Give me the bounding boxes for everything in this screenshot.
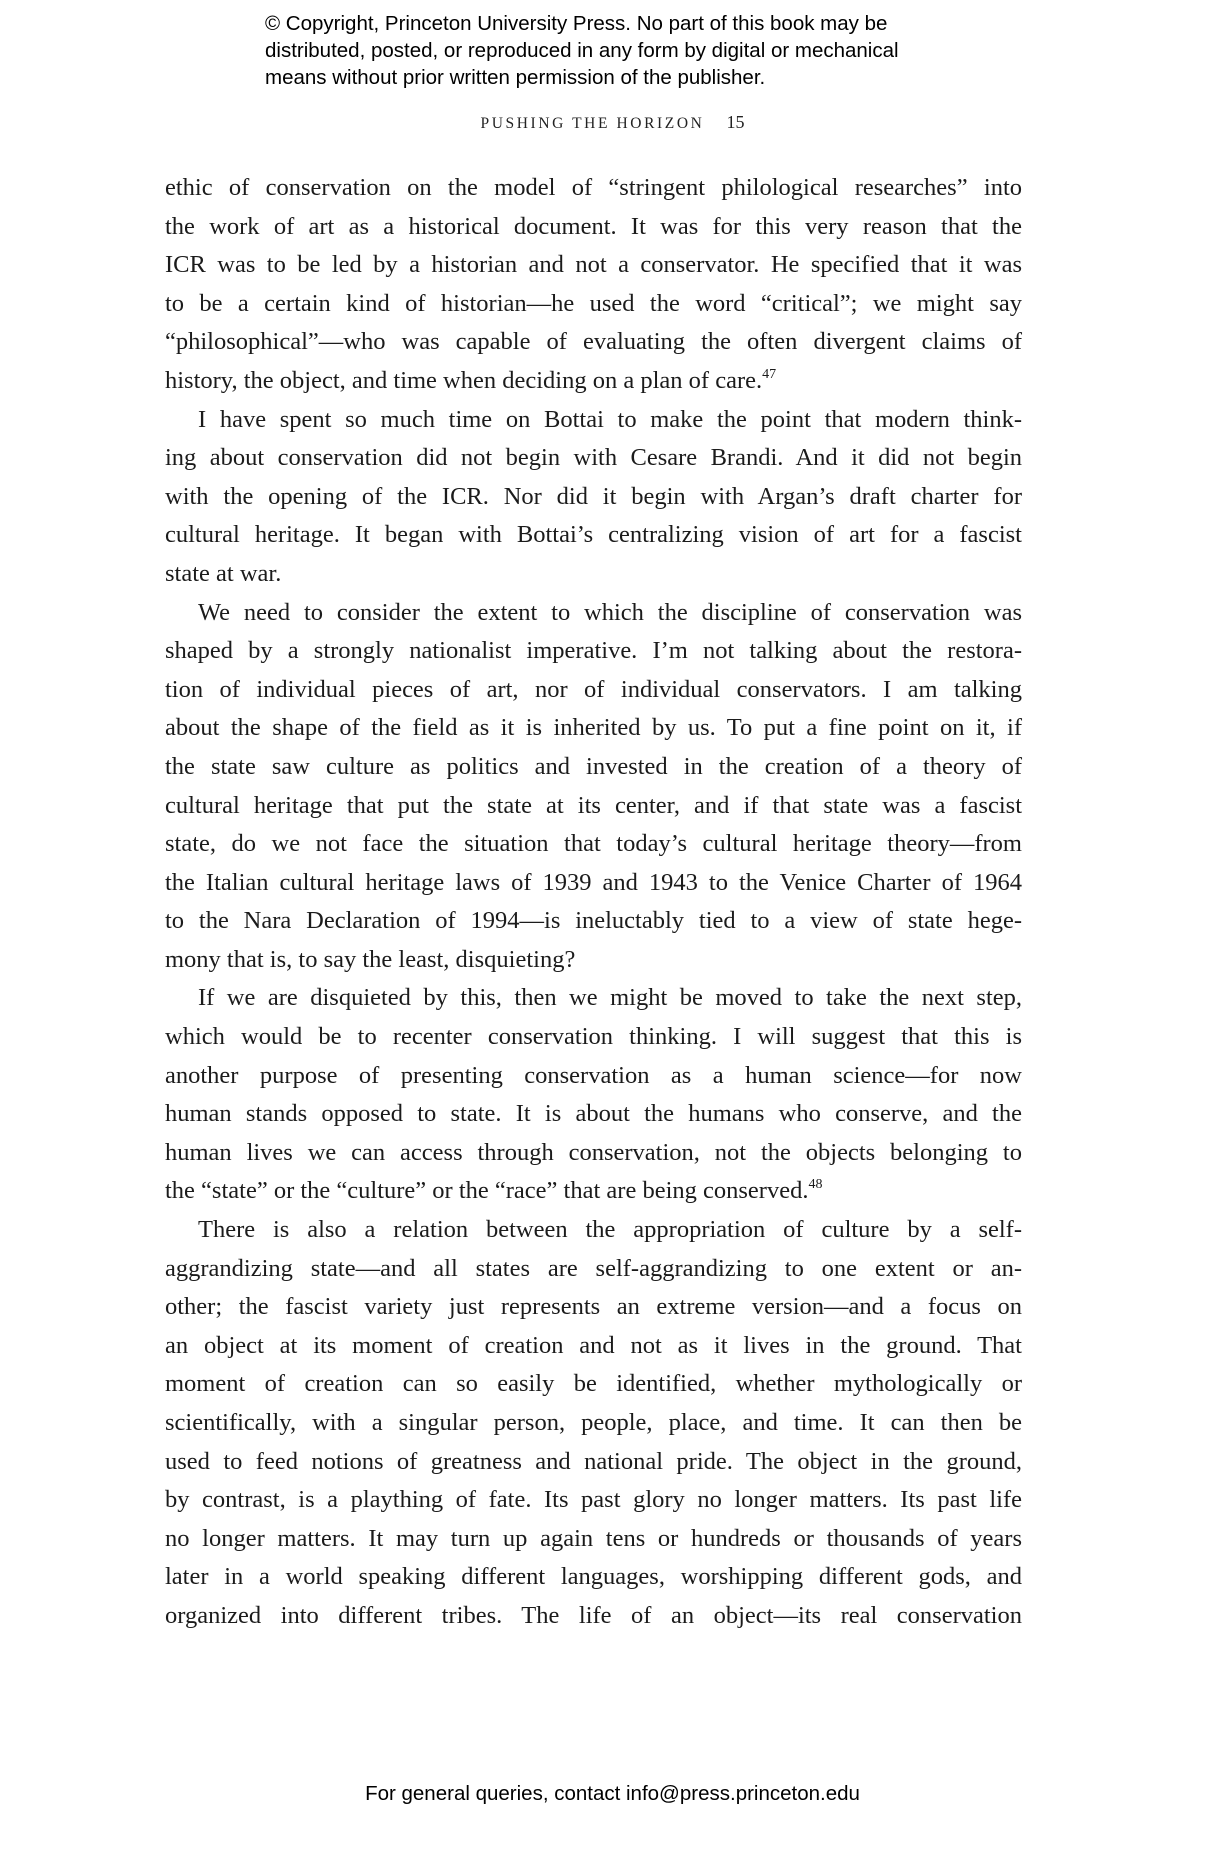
text-line (165, 1404, 1022, 1443)
copyright-line: means without prior written permission of the publisher. (265, 66, 766, 89)
line-text: about the shape of the field as it is inherited by us. To put a fine point on it, if (165, 714, 1022, 742)
line-text: other; the fascist variety just represents an extreme version—and a focus on (165, 1293, 1022, 1321)
text-line (165, 516, 1022, 555)
text-line (165, 1288, 1022, 1327)
running-head (0, 112, 1225, 133)
line-text: the state saw culture as politics and invested in the creation of a theory of (165, 752, 1022, 780)
line-text: state at war. (165, 559, 282, 587)
line-text: I have spent so much time on Bottai to make the point that modern think- (198, 405, 1022, 433)
copyright-line: © Copyright, Princeton University Press. No part of this book may be (265, 12, 888, 35)
line-text: shaped by a strongly nationalist imperative. I’m not talking about the restora- (165, 637, 1022, 665)
text-line (165, 1095, 1022, 1134)
line-text: aggrandizing state—and all states are self-aggrandizing to one extent or an- (165, 1254, 1022, 1282)
line-text: to the Nara Declaration of 1994—is ineluctably tied to a view of state hege- (165, 907, 1022, 935)
text-line (165, 208, 1022, 247)
text-line (165, 362, 1022, 401)
chapter-title: PUSHING THE HORIZON (480, 115, 705, 132)
line-text: ing about conservation did not begin with Cesare Brandi. And it did not begin (165, 444, 1022, 472)
text-line (165, 439, 1022, 478)
footnote-reference[interactable]: 48 (808, 1177, 823, 1193)
text-line (165, 1597, 1022, 1636)
line-text: the work of art as a historical document. It was for this very reason that the (165, 212, 1022, 240)
line-text: cultural heritage that put the state at its center, and if that state was a fascist (165, 791, 1022, 819)
footnote-reference[interactable]: 47 (762, 366, 777, 382)
page-number: 15 (726, 112, 745, 132)
text-line (165, 979, 1022, 1018)
text-line (165, 1134, 1022, 1173)
paragraph (165, 401, 1022, 594)
line-text: “philosophical”—who was capable of evaluating the often divergent claims of (165, 328, 1022, 356)
paragraph (165, 1211, 1022, 1636)
line-text: If we are disquieted by this, then we might be moved to take the next step, (198, 984, 1022, 1012)
text-line (165, 169, 1022, 208)
line-text: with the opening of the ICR. Nor did it begin with Argan’s draft charter for (165, 482, 1022, 510)
text-line (165, 709, 1022, 748)
text-line (165, 1211, 1022, 1250)
text-line (165, 787, 1022, 826)
text-line (165, 478, 1022, 517)
line-text: human stands opposed to state. It is about the humans who conserve, and the (165, 1100, 1022, 1128)
line-text: the “state” or the “culture” or the “race” that are being conserved. (165, 1177, 809, 1205)
text-line (165, 401, 1022, 440)
line-text: which would be to recenter conservation thinking. I will suggest that this is (165, 1023, 1022, 1051)
text-line (165, 246, 1022, 285)
line-text: another purpose of presenting conservation as a human science—for now (165, 1061, 1022, 1089)
text-line (165, 555, 1022, 594)
text-line (165, 671, 1022, 710)
line-text: the Italian cultural heritage laws of 1939 and 1943 to the Venice Charter of 1964 (165, 868, 1022, 896)
copyright-notice (265, 10, 899, 91)
line-text: organized into different tribes. The life of an object—its real conservation (165, 1601, 1022, 1629)
line-text: human lives we can access through conservation, not the objects belonging to (165, 1138, 1022, 1166)
line-text: used to feed notions of greatness and national pride. The object in the ground, (165, 1447, 1022, 1475)
text-line (165, 941, 1022, 980)
line-text: later in a world speaking different languages, worshipping different gods, and (165, 1563, 1022, 1591)
text-line (165, 1443, 1022, 1482)
line-text: tion of individual pieces of art, nor of individual conservators. I am talking (165, 675, 1022, 703)
text-line (165, 1018, 1022, 1057)
text-line (165, 825, 1022, 864)
line-text: an object at its moment of creation and not as it lives in the ground. That (165, 1331, 1022, 1359)
line-text: to be a certain kind of historian—he used the word “critical”; we might say (165, 289, 1022, 317)
text-line (165, 1172, 1022, 1211)
line-text: ethic of conservation on the model of “stringent philological researches” into (165, 174, 1022, 201)
line-text: There is also a relation between the appropriation of culture by a self- (198, 1216, 1022, 1244)
text-line (165, 1520, 1022, 1559)
text-line (165, 632, 1022, 671)
text-line (165, 1250, 1022, 1289)
line-text: mony that is, to say the least, disquieting? (165, 945, 576, 973)
line-text: cultural heritage. It began with Bottai’s centralizing vision of art for a fascist (165, 521, 1022, 549)
paragraph (165, 169, 1022, 401)
footer-contact: For general queries, contact info@press.princeton.edu (365, 1782, 860, 1805)
paragraph (165, 594, 1022, 980)
line-text: state, do we not face the situation that today’s cultural heritage theory—from (165, 830, 1022, 858)
line-text: no longer matters. It may turn up again tens or hundreds or thousands of years (165, 1524, 1022, 1552)
line-text: scientifically, with a singular person, people, place, and time. It can then be (165, 1409, 1022, 1436)
text-line (165, 1057, 1022, 1096)
line-text: by contrast, is a plaything of fate. Its past glory no longer matters. Its past life (165, 1486, 1022, 1514)
text-line (165, 285, 1022, 324)
text-line (165, 1558, 1022, 1597)
line-text: history, the object, and time when deciding on a plan of care. (165, 366, 763, 394)
text-line (165, 864, 1022, 903)
line-text: ICR was to be led by a historian and not a conservator. He specified that it was (165, 251, 1022, 279)
line-text: moment of creation can so easily be identified, whether mythologically or (165, 1370, 1022, 1398)
text-line (165, 902, 1022, 941)
text-line (165, 323, 1022, 362)
paragraph (165, 979, 1022, 1211)
body-text (165, 169, 1022, 1636)
line-text: We need to consider the extent to which the discipline of conservation was (198, 598, 1022, 626)
text-line (165, 1327, 1022, 1366)
text-line (165, 594, 1022, 633)
copyright-line: distributed, posted, or reproduced in any form by digital or mechanical (265, 39, 899, 62)
text-line (165, 1365, 1022, 1404)
text-line (165, 748, 1022, 787)
text-line (165, 1481, 1022, 1520)
